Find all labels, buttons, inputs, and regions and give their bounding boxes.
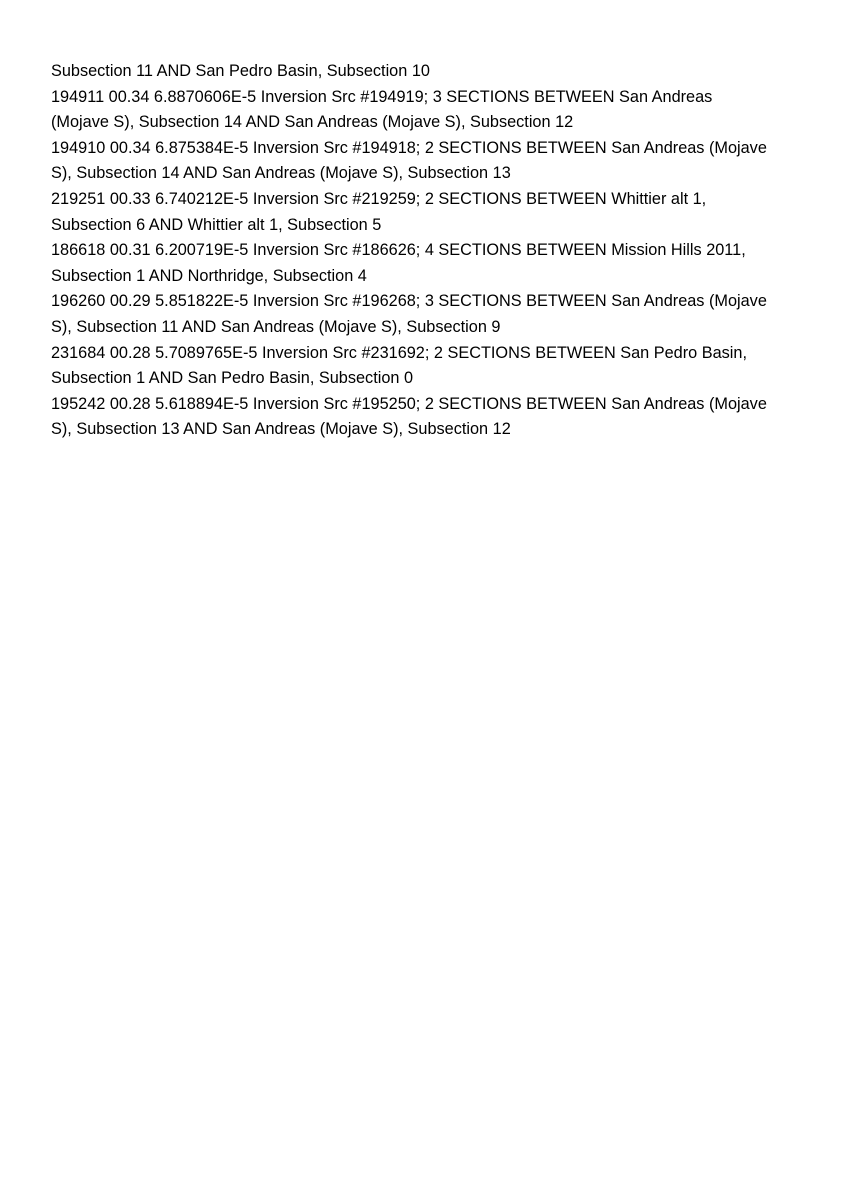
text-line: 196260 00.29 5.851822E-5 Inversion Src #196268; 3 SECTIONS BETWEEN San Andreas (Mojave [51, 292, 767, 311]
text-line: 194910 00.34 6.875384E-5 Inversion Src #194918; 2 SECTIONS BETWEEN San Andreas (Mojave [51, 138, 767, 157]
document-text [51, 59, 811, 443]
text-line: S), Subsection 11 AND San Andreas (Mojave S), Subsection 9 [51, 317, 501, 336]
text-line: (Mojave S), Subsection 14 AND San Andreas (Mojave S), Subsection 12 [51, 113, 574, 132]
text-line: S), Subsection 13 AND San Andreas (Mojave S), Subsection 12 [51, 420, 511, 439]
text-line: Subsection 6 AND Whittier alt 1, Subsection 5 [51, 215, 382, 234]
text-line: Subsection 1 AND San Pedro Basin, Subsection 0 [51, 369, 414, 388]
text-line: 231684 00.28 5.7089765E-5 Inversion Src #231692; 2 SECTIONS BETWEEN San Pedro Basin, [51, 343, 747, 362]
text-line: 219251 00.33 6.740212E-5 Inversion Src #219259; 2 SECTIONS BETWEEN Whittier alt 1, [51, 189, 707, 208]
text-line: 195242 00.28 5.618894E-5 Inversion Src #195250; 2 SECTIONS BETWEEN San Andreas (Mojave [51, 394, 767, 413]
text-line: S), Subsection 14 AND San Andreas (Mojave S), Subsection 13 [51, 164, 511, 183]
text-line: Subsection 1 AND Northridge, Subsection 4 [51, 266, 367, 285]
text-line: Subsection 11 AND San Pedro Basin, Subsection 10 [51, 62, 430, 80]
text-line: 186618 00.31 6.200719E-5 Inversion Src #186626; 4 SECTIONS BETWEEN Mission Hills 2011, [51, 241, 746, 260]
text-line: 194911 00.34 6.8870606E-5 Inversion Src #194919; 3 SECTIONS BETWEEN San Andreas [51, 87, 713, 106]
